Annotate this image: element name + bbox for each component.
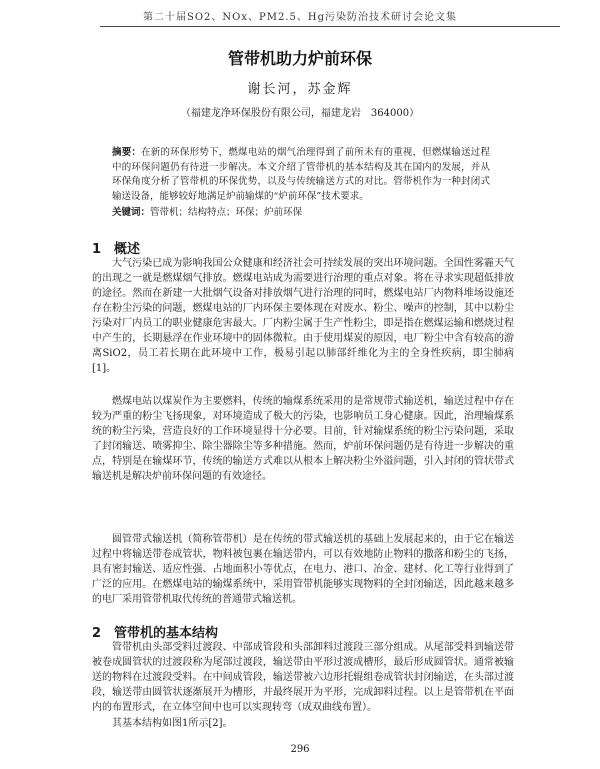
keywords-label: 关键词： <box>112 207 151 218</box>
paragraph: 大气污染已成为影响我国公众健康和经济社会可持续发展的突出环境问题。全国性雾霾天气的出现之一就是燃煤烟气排放。燃煤电站成为需要进行治理的重点对象。将在寻求实现超低排放的途径。然而在新建一大批烟气设备对排放烟气进行治理的同时，燃煤电站厂内物料堆场设施还存在粉尘污染的问题，燃煤电站的厂内环保主要体现在对废水、粉尘、噪声的控制，其中以粉尘污染对厂内员工的职业健康危害最大。厂内粉尘属于生产性粉尘，即是指在燃煤运输和燃烧过程中产生的，长期悬浮在作业环境中的固体微粒。由于使用煤炭的原因，电厂粉尘中含有较高的游离SiO2，员工若长期在此环境中工作，极易引起以肺部纤维化为主的全身性疾病，即尘肺病[1]。 <box>92 258 514 374</box>
keywords-text: 管带机；结构特点；环保；炉前环保 <box>150 207 303 218</box>
header-rule <box>100 26 560 27</box>
abstract-text: 在新的环保形势下，燃煤电站的烟气治理得到了前所未有的重视，但燃煤输送过程中的环保问题仍有待进一步解决。本文介绍了管带机的基本结构及其在国内的发展，并从环保角度分析了管带机的环保优势，以及与传统输送方式的对比。管带机作为一种封闭式输送设备，能够较好地满足炉前输煤的“炉前环保”技术要求。 <box>112 147 490 202</box>
abstract <box>112 146 490 204</box>
section-heading-structure: 2 管带机的基本结构 <box>92 626 219 641</box>
running-header: 第二十届SO2、NOx、PM2.5、Hg污染防治技术研讨会论文集 <box>143 12 457 23</box>
paragraph: 燃煤电站以煤炭作为主要燃料，传统的输煤系统采用的是常规带式输送机，输送过程中存在较为严重的粉尘飞扬现象，对环境造成了极大的污染，也影响员工身心健康。因此，治理输煤系统的粉尘污染，营造良好的工作环境显得十分必要。目前，针对输煤系统的粉尘污染问题，采取了封闭输送、喷雾抑尘、除尘器除尘等多种措施。然而，炉前环保问题仍是有待进一步解决的重点，特别是在输煤环节，传统的输送方式难以从根本上解决粉尘外溢问题，引入封闭的管状带式输送机是解决炉前环保问题的有效途径。 <box>92 396 514 482</box>
abstract-label: 摘要： <box>112 147 142 158</box>
affiliation: （福建龙净环保股份有限公司，福建龙岩 364000） <box>180 108 420 119</box>
page-number: 296 <box>290 744 310 755</box>
keywords <box>112 206 490 220</box>
authors: 谢长河，苏金辉 <box>247 82 353 97</box>
paragraph: 管带机由头部受料过渡段、中部成管段和头部卸料过渡段三部分组成。从尾部受料到输送带被卷成圆管状的过渡段称为尾部过渡段，输送带由平形过渡成槽形，最后形成圆管状。通常被输送的物料在过渡段受料。在中间成管段，输送带被六边形托辊组卷成管状封闭输送，在头部过渡段，输送带由圆管状逐渐展开为槽形，并最终展开为平形，完成卸料过程。以上是管带机在平面内的布置形式，在立体空间中也可以实现转弯（成双曲线布置）。 <box>92 642 514 713</box>
paragraph: 圆管带式输送机（简称管带机）是在传统的带式输送机的基础上发展起来的，由于它在输送过程中将输送带卷成管状，物料被包裹在输送带内，可以有效地防止物料的撒落和粉尘的飞扬，具有密封输送、适应性强、占地面积小等优点，在电力、港口、冶金、建材、化工等行业得到了广泛的应用。在燃煤电站的输煤系统中，采用管带机能够实现物料的全封闭输送，因此越来越多的电厂采用管带机取代传统的普通带式输送机。 <box>92 534 514 605</box>
paper-title: 管带机助力炉前环保 <box>227 49 372 68</box>
paragraph: 其基本结构如图1所示[2]。 <box>112 718 233 729</box>
section-heading-overview: 1 概述 <box>92 242 141 257</box>
